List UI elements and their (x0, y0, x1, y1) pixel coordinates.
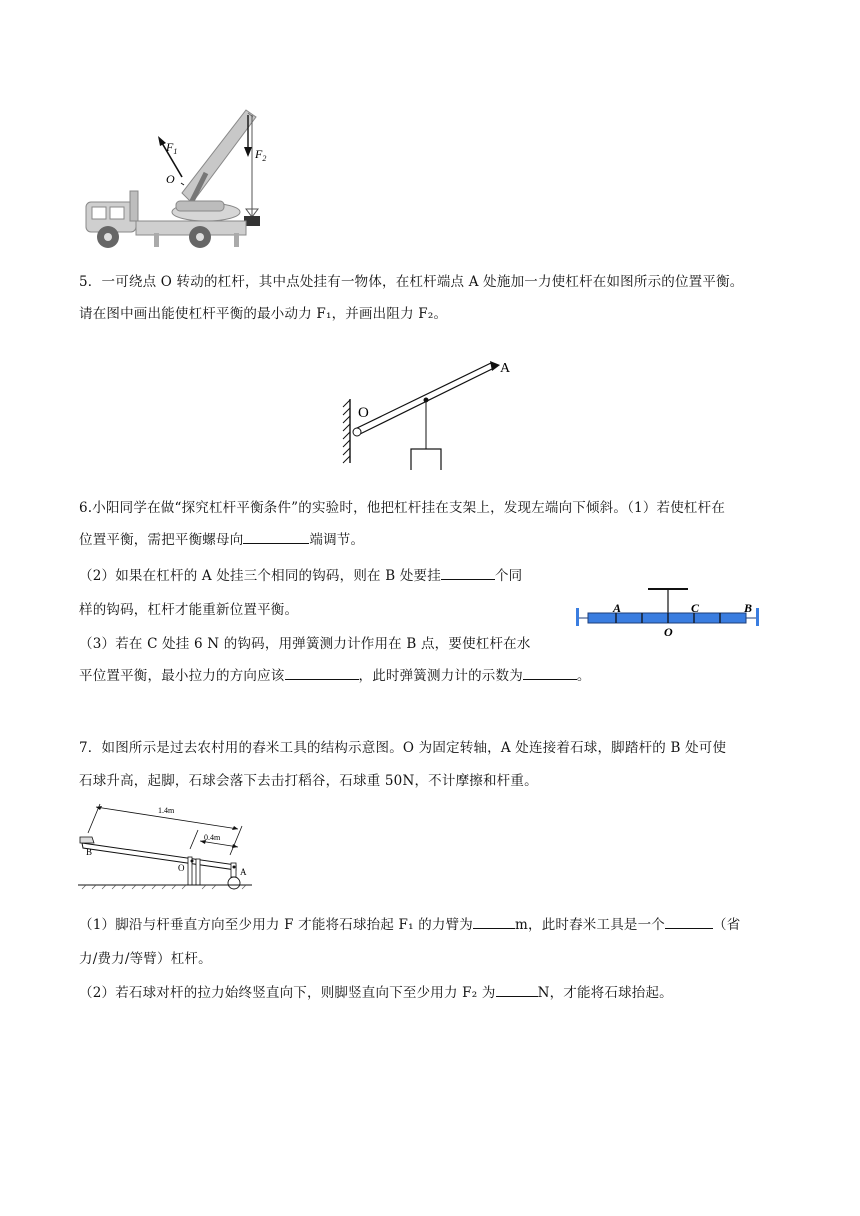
svg-text:O: O (358, 405, 369, 421)
q5-line-1: 5．一可绕点 O 转动的杠杆，其中点处挂有一物体，在杠杆端点 A 处施加一力使杠杆在如图所示的位置平衡。 (79, 274, 744, 290)
svg-text:0.4m: 0.4m (204, 833, 221, 842)
svg-text:A: A (240, 867, 247, 877)
svg-text:A: A (500, 361, 511, 376)
q6-line-2: 位置平衡，需把平衡螺母向 端调节。 (79, 532, 365, 548)
q7-blank-3[interactable] (496, 984, 538, 997)
q7-line-2: 石球升高，起脚，石球会落下去击打稻谷，石球重 50N，不计摩擦和杆重。 (79, 773, 538, 789)
q6-line-4: 样的钩码，杠杆才能重新位置平衡。 (79, 602, 299, 618)
q7-sub1-line-2: 力/费力/等臂）杠杆。 (79, 951, 212, 967)
crane-figure (78, 105, 278, 250)
svg-text:B: B (86, 847, 93, 857)
svg-text:B: B (744, 601, 753, 615)
q6-blank-1[interactable] (243, 531, 309, 544)
q6-blank-4[interactable] (523, 667, 577, 680)
svg-text:F1: $F_1$ (166, 140, 178, 156)
q6-line-1: 6.小阳同学在做“探究杠杆平衡条件”的实验时，他把杠杆挂在支架上，发现左端向下倾斜。（1）若使杠杆在 (79, 500, 726, 516)
svg-text:O: O (664, 625, 673, 639)
q6-line-6: 平位置平衡，最小拉力的方向应该 ，此时弹簧测力计的示数为 。 (79, 668, 591, 684)
svg-text:O: O (178, 863, 185, 873)
q7-sub2-line: （2）若石球对杆的拉力始终竖直向下，则脚竖直向下至少用力 F₂ 为 N，才能将石球抬起。 (79, 985, 673, 1001)
svg-text:A: A (613, 601, 622, 615)
q6-line-3: （2）如果在杠杆的 A 处挂三个相同的钩码，则在 B 处要挂 个同 (79, 568, 523, 584)
svg-text:1.4m: 1.4m (158, 806, 175, 815)
svg-text:F2: $F_2$ (255, 147, 267, 163)
q6-lever-figure (570, 582, 770, 642)
q7-pestle-figure (78, 797, 258, 892)
q7-blank-2[interactable] (665, 916, 713, 929)
q7-line-1: 7．如图所示是过去农村用的舂米工具的结构示意图。O 为固定转轴，A 处连接着石球，脚踏杆的 B 处可使 (79, 740, 727, 756)
q6-blank-3[interactable] (285, 667, 359, 680)
svg-text:O: O (166, 172, 175, 186)
q5-line-2: 请在图中画出能使杠杆平衡的最小动力 F₁，并画出阻力 F₂。 (79, 306, 448, 322)
q6-blank-2[interactable] (441, 567, 495, 580)
q7-blank-1[interactable] (473, 916, 515, 929)
q6-line-5: （3）若在 C 处挂 6 N 的钩码，用弹簧测力计作用在 B 点，要使杠杆在水 (79, 636, 531, 652)
svg-text:C: C (691, 601, 700, 615)
q5-lever-figure (342, 355, 532, 470)
q7-sub1-line-1: （1）脚沿与杆垂直方向至少用力 F 才能将石球抬起 F₁ 的力臂为 m，此时舂米工具是一个 （省 (79, 917, 741, 933)
